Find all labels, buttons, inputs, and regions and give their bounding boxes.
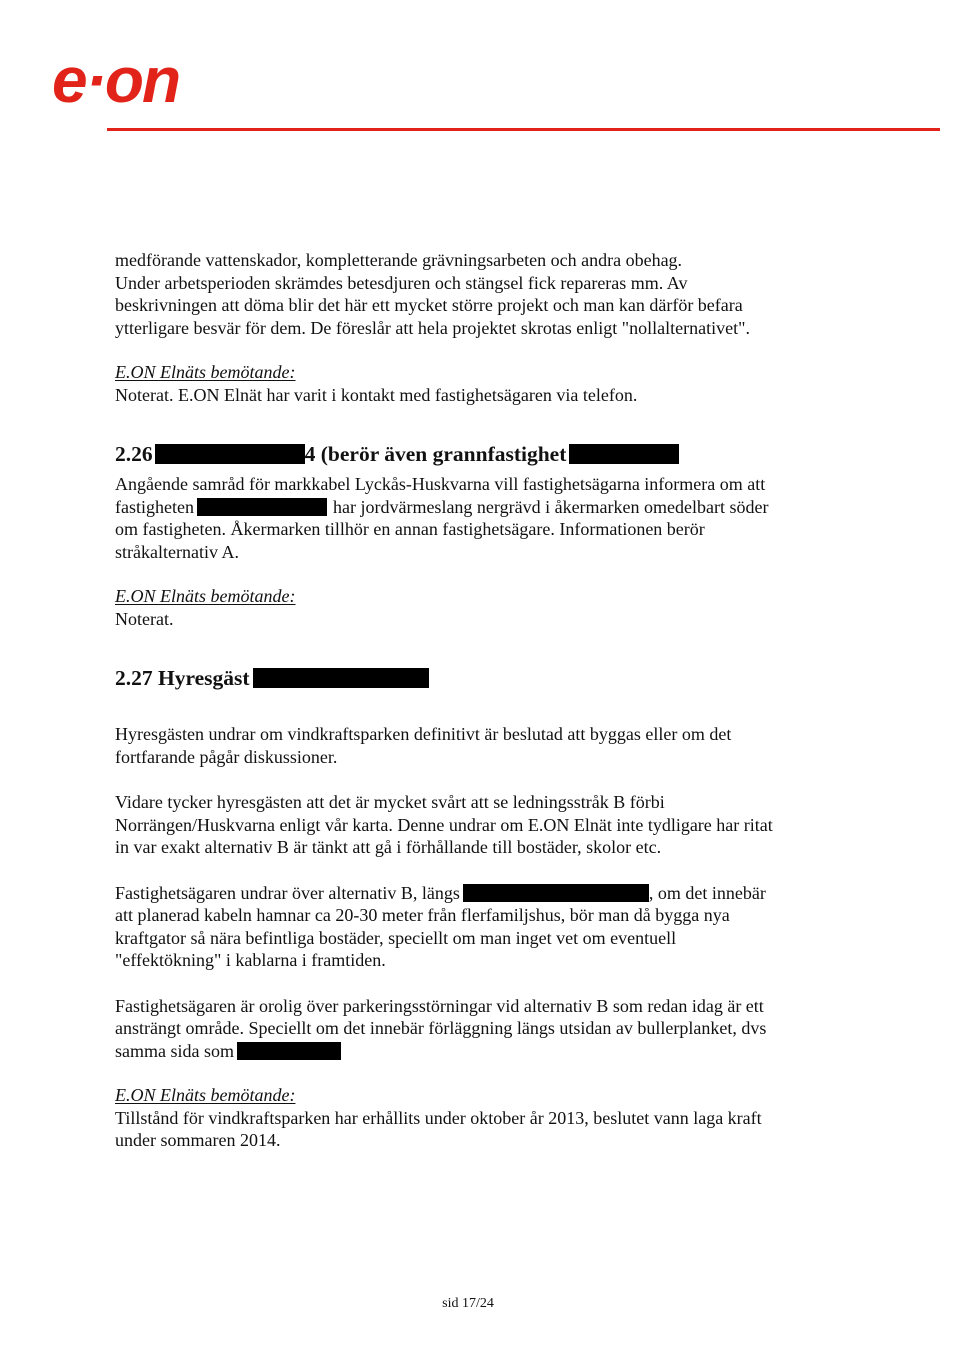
s227-p3-line-3: kraftgator så nära befintliga bostäder, speciellt om man inget vet om eventuell [115, 927, 677, 948]
response-text-2-27-line-2: under sommaren 2014. [115, 1130, 281, 1150]
s227-p1-line-1: Hyresgästen undrar om vindkraftsparken definitivt är beslutad att byggas eller om det [115, 724, 732, 744]
intro-line-1: medförande vattenskador, kompletterande grävningsarbeten och andra obehag. [115, 250, 683, 270]
response-label-2-27: E.ON Elnäts bemötande: [115, 1085, 296, 1105]
section-heading-2-26 [115, 441, 850, 468]
s227-p3-line-4: "effektökning" i kablarna i framtiden. [115, 950, 386, 970]
redaction-block [463, 884, 649, 902]
s227-p2-line-2: Norrängen/Huskvarna enligt vår karta. Denne undrar om E.ON Elnät inte tydligare har ritat [115, 814, 773, 835]
s226-line-1: Angående samråd för markkabel Lyckås-Huskvarna vill fastighetsägarna informera om att [115, 474, 766, 494]
heading-number: 2.26 [115, 442, 153, 466]
s227-p4-line-3: samma sida som [115, 1040, 234, 1061]
intro-line-2: Under arbetsperioden skrämdes betesdjuren och stängsel fick repareras mm. Av [115, 272, 688, 293]
redaction-block [569, 444, 679, 464]
section-2-26-paragraph [115, 473, 850, 563]
s227-p2-line-3: in var exakt alternativ B är tänkt att gå i förhållande till bostäder, skolor etc. [115, 837, 662, 857]
redaction-block [253, 668, 429, 688]
section-2-27-paragraph-2 [115, 791, 850, 859]
section-2-27-paragraph-1 [115, 723, 850, 768]
s226-line-4: stråkalternativ A. [115, 541, 239, 562]
s227-p1-line-2: fortfarande pågår diskussioner. [115, 746, 338, 767]
s226-line-2-a: fastigheten [115, 496, 194, 517]
response-text-2-26: Noterat. [115, 608, 174, 629]
page-number: sid 17/24 [442, 1296, 494, 1311]
eon-logo [52, 50, 238, 110]
intro-paragraph [115, 249, 850, 339]
s227-p3-line-2: att planerad kabeln hamnar ca 20-30 meter från flerfamiljshus, bör man då bygga nya [115, 905, 730, 925]
heading-middle: 4 (berör även grannfastighet [304, 442, 567, 466]
response-label-2-26: E.ON Elnäts bemötande: [115, 586, 296, 606]
s226-line-3: om fastigheten. Åkermarken tillhör en annan fastighetsägare. Informationen berör [115, 519, 705, 539]
response-text-2-27-line-1: Tillstånd för vindkraftsparken har erhållits under oktober år 2013, beslutet vann laga kraft [115, 1107, 762, 1128]
s227-p3-line-1-a: Fastighetsägaren undrar över alternativ B, längs [115, 882, 460, 903]
redaction-block [197, 498, 327, 516]
intro-line-4: ytterligare besvär för dem. De föreslår att hela projektet skrotas enligt "nollalternativet". [115, 317, 750, 338]
s227-p4-line-2: ansträngt område. Speciellt om det innebär förläggning längs utsidan av bullerplanket, dvs [115, 1018, 767, 1038]
s226-line-2-b: har jordvärmeslang nergrävd i åkermarken omedelbart söder [332, 496, 769, 517]
redaction-block [155, 444, 305, 464]
section-2-27-paragraph-4 [115, 995, 850, 1063]
response-label-intro: E.ON Elnäts bemötande: [115, 362, 296, 382]
intro-line-3: beskrivningen att döma blir det här ett mycket större projekt och man kan därför befara [115, 295, 743, 315]
s227-p4-line-1: Fastighetsägaren är orolig över parkeringsstörningar vid alternativ B som redan idag är ett [115, 995, 764, 1016]
section-2-27-paragraph-3 [115, 882, 850, 972]
s227-p3-line-1-b: , om det innebär [648, 882, 766, 903]
heading-2-27-text: 2.27 Hyresgäst [115, 666, 250, 690]
section-heading-2-27 [115, 665, 850, 692]
redaction-block [237, 1042, 341, 1060]
response-text-intro: Noterat. E.ON Elnät har varit i kontakt med fastighetsägaren via telefon. [115, 384, 638, 405]
header-rule [107, 128, 940, 131]
document-body [115, 249, 850, 1152]
s227-p2-line-1: Vidare tycker hyresgästen att det är mycket svårt att se ledningsstråk B förbi [115, 792, 665, 812]
logo-text: e·on [52, 50, 180, 110]
